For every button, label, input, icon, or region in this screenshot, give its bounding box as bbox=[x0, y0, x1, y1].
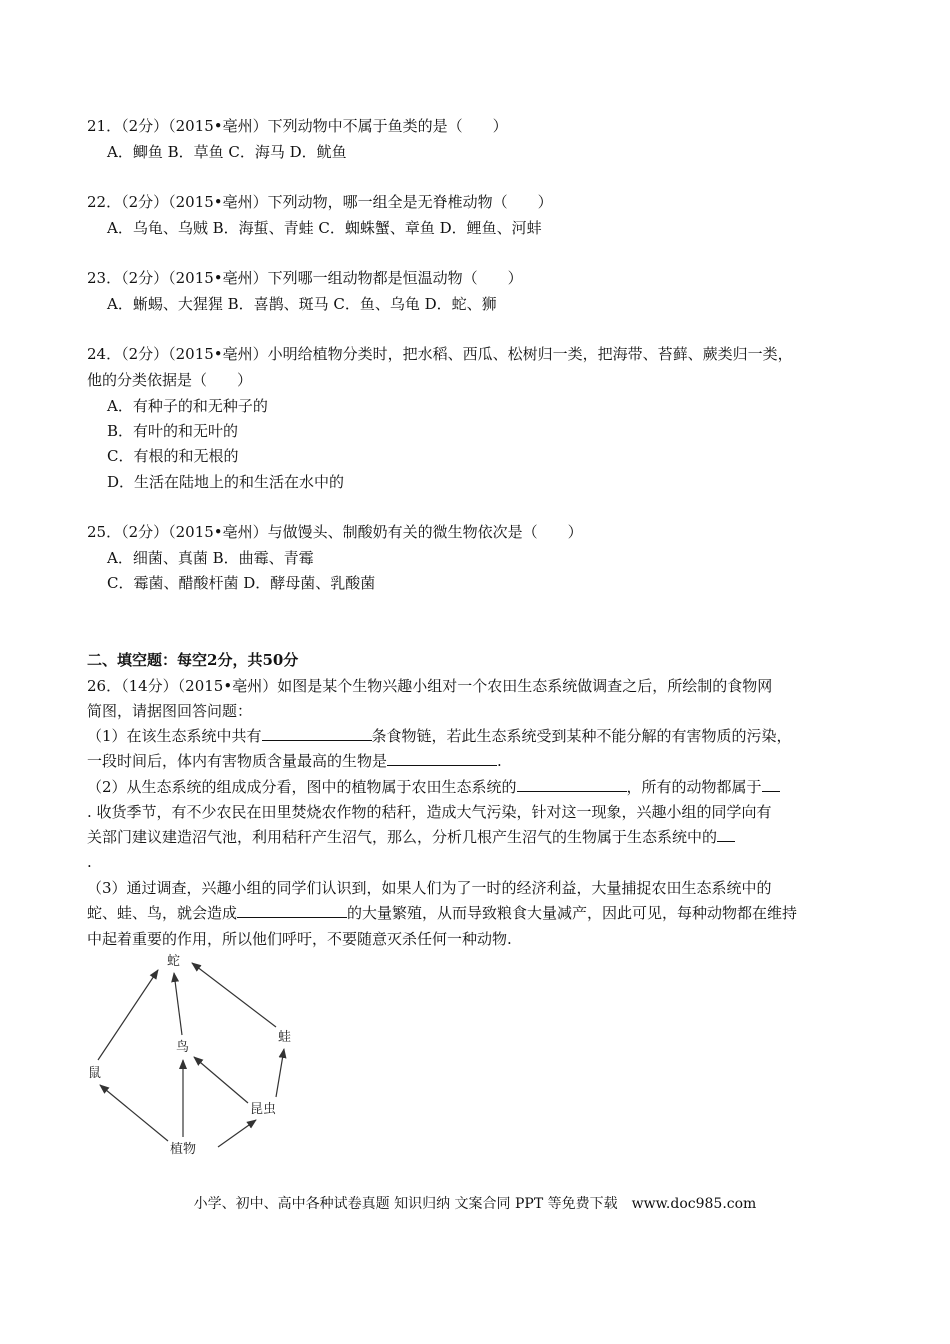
arrow-insect-bird bbox=[194, 1057, 248, 1103]
node-mouse: 鼠 bbox=[88, 1066, 102, 1081]
q26-part3-line1: （3）通过调查，兴趣小组的同学们认识到，如果人们为了一时的经济利益，大量捕捉农田生态系统中的 bbox=[87, 879, 772, 897]
node-snake: 蛇 bbox=[167, 954, 181, 969]
q23-options: A．蜥蜴、大猩猩 B．喜鹊、斑马 C．鱼、乌龟 D．蛇、狮 bbox=[107, 295, 497, 313]
q26-part2-line4: . bbox=[87, 853, 92, 871]
node-plant: 植物 bbox=[170, 1142, 197, 1157]
node-insect: 昆虫 bbox=[250, 1102, 277, 1117]
answer-blank-4[interactable] bbox=[762, 777, 780, 792]
arrow-mouse-snake bbox=[98, 970, 158, 1060]
q26-stem: 26．（14分）（2015•亳州）如图是某个生物兴趣小组对一个农田生态系统做调查之后，所绘制的食物网 bbox=[87, 677, 773, 695]
answer-blank-2[interactable] bbox=[387, 751, 497, 766]
arrow-plant-insect bbox=[218, 1120, 256, 1147]
q26-part2-line3: 关部门建议建造沼气池，利用秸秆产生沼气，那么，分析几根产生沼气的生物属于生态系统中的 bbox=[87, 827, 735, 847]
q26-part1-line2: 一段时间后，体内有害物质含量最高的生物是 . bbox=[87, 752, 502, 770]
q24-stem-cont: 他的分类依据是（ ） bbox=[87, 371, 253, 389]
food-web-diagram bbox=[70, 945, 330, 1165]
q26-part2-line1: （2）从生态系统的组成成分看，图中的植物属于农田生态系统的 ，所有的动物都属于 bbox=[87, 777, 780, 797]
q22-options: A．乌龟、乌贼 B．海蜇、青蛙 C．蜘蛛蟹、章鱼 D．鲤鱼、河蚌 bbox=[107, 219, 542, 237]
q24-option-a: A．有种子的和无种子的 bbox=[107, 397, 268, 415]
q24-option-d: D．生活在陆地上的和生活在水中的 bbox=[107, 473, 345, 491]
q24-stem: 24．（2分）（2015•亳州）小明给植物分类时，把水稻、西瓜、松树归一类，把海带、苔藓、蕨类归一类， bbox=[87, 345, 793, 363]
answer-blank-6[interactable] bbox=[237, 903, 347, 918]
arrow-bird-snake bbox=[174, 973, 182, 1035]
q24-option-b: B．有叶的和无叶的 bbox=[107, 422, 239, 440]
arrow-insect-frog bbox=[276, 1049, 284, 1097]
q25-stem: 25．（2分）（2015•亳州）与做馒头、制酸奶有关的微生物依次是（ ） bbox=[87, 523, 583, 541]
arrow-plant-mouse bbox=[100, 1085, 168, 1141]
answer-blank-1[interactable] bbox=[262, 726, 372, 741]
q26-part2-line2: . 收货季节，有不少农民在田里焚烧农作物的秸秆，造成大气污染，针对这一现象，兴趣小组的同学向有 bbox=[87, 803, 772, 821]
node-frog: 蛙 bbox=[278, 1030, 292, 1045]
section-heading: 二、填空题：每空2分，共50分 bbox=[87, 651, 299, 669]
q26-part1-line1: （1）在该生态系统中共有 条食物链，若此生态系统受到某种不能分解的有害物质的污染， bbox=[87, 727, 792, 745]
q22-stem: 22．（2分）（2015•亳州）下列动物，哪一组全是无脊椎动物（ ） bbox=[87, 193, 553, 211]
arrow-frog-snake bbox=[192, 963, 276, 1027]
q26-stem-cont: 简图，请据图回答问题： bbox=[87, 702, 253, 720]
q25-options-2: C．霉菌、醋酸杆菌 D．酵母菌、乳酸菌 bbox=[107, 574, 376, 592]
q26-part3-line2: 蛇、蛙、鸟，就会造成 的大量繁殖，从而导致粮食大量减产，因此可见，每种动物都在维持 bbox=[87, 904, 798, 922]
q23-stem: 23．（2分）（2015•亳州）下列哪一组动物都是恒温动物（ ） bbox=[87, 269, 523, 287]
q26-part3-line3: 中起着重要的作用，所以他们呼吁，不要随意灭杀任何一种动物. bbox=[87, 930, 512, 948]
page-footer: 小学、初中、高中各种试卷真题 知识归纳 文案合同 PPT 等免费下载 www.doc985.com bbox=[193, 1196, 757, 1212]
q24-option-c: C．有根的和无根的 bbox=[107, 447, 239, 465]
node-bird: 鸟 bbox=[176, 1040, 190, 1055]
q21-options: A．鲫鱼 B．草鱼 C．海马 D．鱿鱼 bbox=[107, 143, 347, 161]
q25-options-1: A．细菌、真菌 B．曲霉、青霉 bbox=[107, 549, 314, 567]
answer-blank-5[interactable] bbox=[717, 827, 735, 842]
q21-stem: 21．（2分）（2015•亳州）下列动物中不属于鱼类的是（ ） bbox=[87, 117, 508, 135]
answer-blank-3[interactable] bbox=[517, 777, 627, 792]
